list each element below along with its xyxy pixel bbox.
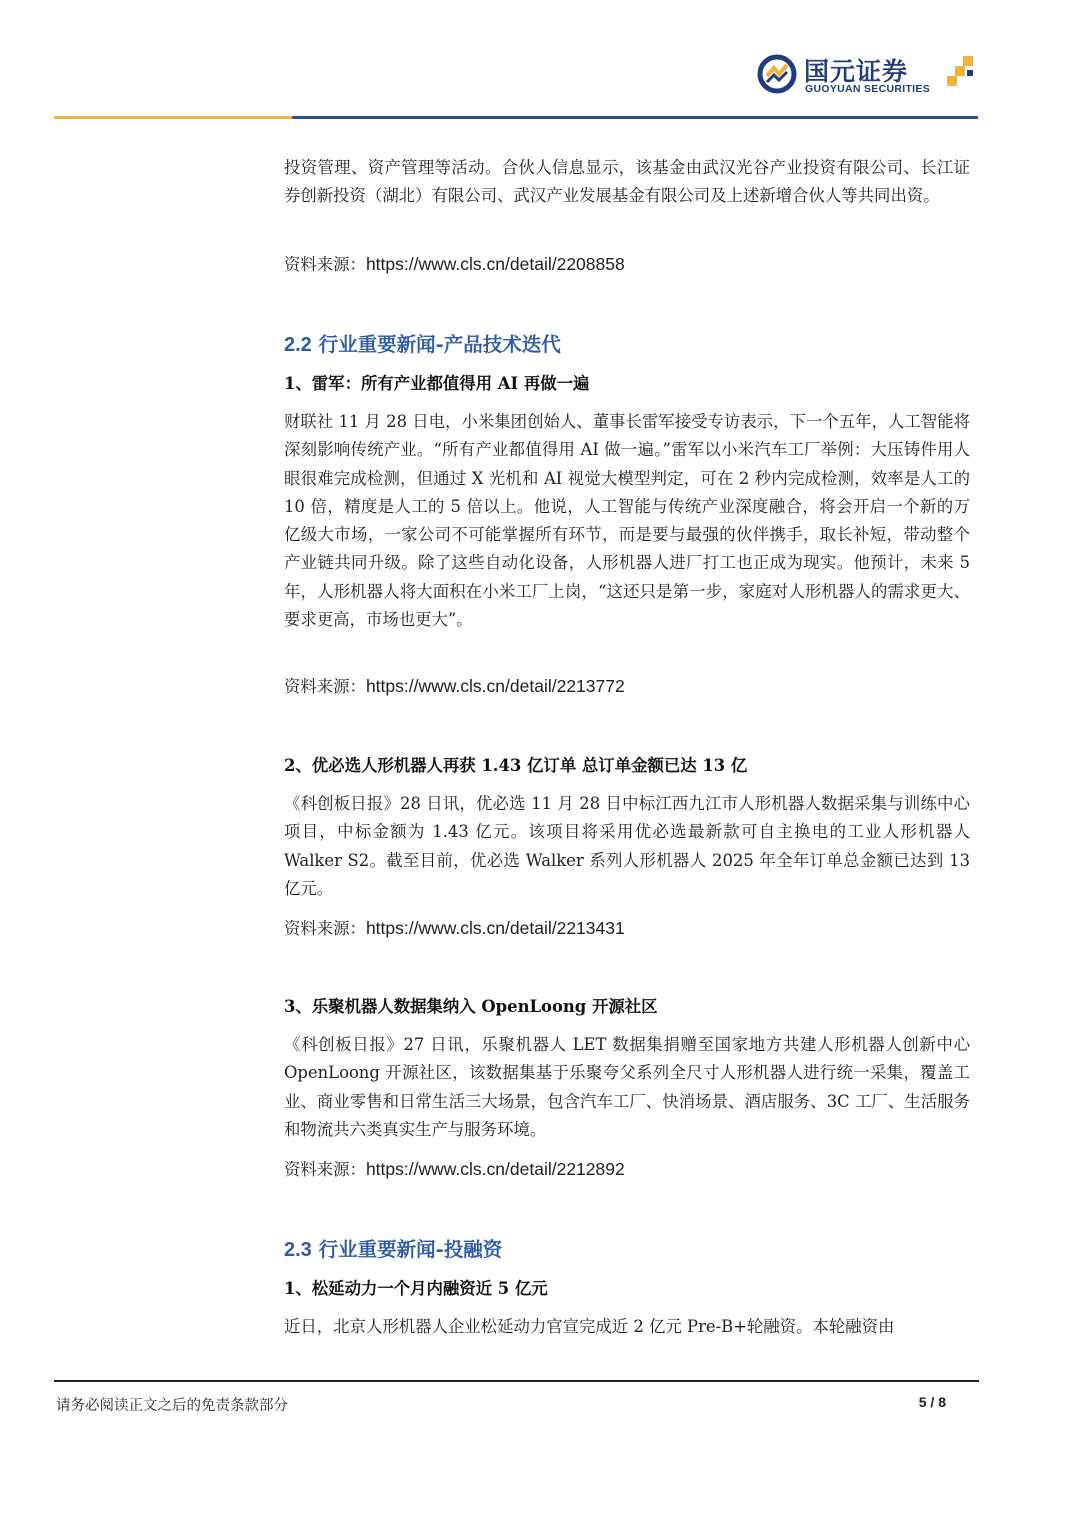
source-label: 资料来源： — [284, 1160, 366, 1179]
footer-divider — [54, 1380, 979, 1382]
logo-steps-icon — [945, 54, 977, 94]
news-item-1-body — [284, 408, 970, 634]
news-title: 1、雷军：所有产业都值得用 AI 再做一遍 — [284, 374, 590, 393]
finance-item-1-body — [284, 1313, 970, 1341]
news-title: 3、乐聚机器人数据集纳入 OpenLoong 开源社区 — [284, 997, 658, 1016]
news-item-3-body — [284, 1031, 970, 1144]
news-item-1-source — [284, 672, 970, 701]
source-label: 资料来源： — [284, 919, 366, 938]
source-link[interactable]: https://www.cls.cn/detail/2213431 — [365, 918, 625, 938]
finance-item-1-title — [284, 1275, 970, 1299]
intro-paragraph: 投资管理、资产管理等活动。合伙人信息显示，该基金由武汉光谷产业投资有限公司、长江证券创新投资（湖北）有限公司、武汉产业发展基金有限公司及上述新增合伙人等共同出资。 — [284, 158, 970, 206]
news-item-3-source — [284, 1155, 970, 1184]
source-link[interactable]: https://www.cls.cn/detail/2208858 — [365, 254, 625, 274]
intro-source — [284, 250, 970, 279]
logo-circle-icon — [757, 54, 797, 94]
news-item-2-source — [284, 914, 970, 943]
section-2-2-title — [284, 329, 970, 357]
news-title: 2、优必选人形机器人再获 1.43 亿订单 总订单金额已达 13 亿 — [284, 756, 748, 775]
guoyuan-logo — [757, 52, 979, 98]
news-item-2-title — [284, 752, 970, 776]
news-title: 1、松延动力一个月内融资近 5 亿元 — [284, 1279, 548, 1298]
section-number: 2.3 — [284, 1239, 312, 1261]
news-paragraph: 《科创板日报》27 日讯，乐聚机器人 LET 数据集捐赠至国家地方共建人形机器人创新中心 OpenLoong 开源社区，该数据集基于乐聚夸父系列全尺寸人形机器人进行统一采集，覆盖工业、商业零售和日常生活三大场景，包含汽车工厂、快消场景、酒店服务、3C 工厂、生活服务和物流共六类真实生产与服务环境。 — [284, 1035, 970, 1139]
news-paragraph: 近日，北京人形机器人企业松延动力官宣完成近 2 亿元 Pre-B+轮融资。本轮融资由 — [284, 1317, 895, 1336]
source-link[interactable]: https://www.cls.cn/detail/2213772 — [365, 676, 625, 696]
section-heading: 行业重要新闻-产品技术迭代 — [318, 333, 561, 356]
header-divider — [54, 116, 978, 119]
news-paragraph: 财联社 11 月 28 日电，小米集团创始人、董事长雷军接受专访表示，下一个五年，人工智能将深刻影响传统产业。“所有产业都值得用 AI 做一遍。”雷军以小米汽车工厂举例：大压铸件用人眼很难完成检测，但通过 X 光机和 AI 视觉大模型判定，可在 2 秒内完成检测，效率是人工的 10 倍，精度是人工的 5 倍以上。他说，人工智能与传统产业深度融合，将会开启一个新的万亿级大市场，一家公司不可能掌握所有环节，而是要与最强的伙伴携手，取长补短，带动整个产业链共同升级。除了这些自动化设备，人形机器人进厂打工也正成为现实。他预计，未来 5 年，人形机器人将大面积在小米工厂上岗，“这还只是第一步，家庭对人形机器人的需求更大、要求更高，市场也更大”。 — [284, 412, 970, 630]
brand-name-en: GUOYUAN SECURITIES — [805, 83, 930, 95]
news-item-3-title — [284, 993, 970, 1017]
header-divider-gold — [54, 116, 292, 119]
section-number: 2.2 — [284, 334, 312, 356]
page-number: 5 / 8 — [918, 1394, 946, 1410]
source-label: 资料来源： — [284, 255, 366, 274]
news-item-2-body — [284, 790, 970, 903]
section-2-3-title — [284, 1234, 970, 1262]
source-label: 资料来源： — [284, 677, 366, 696]
source-link[interactable]: https://www.cls.cn/detail/2212892 — [365, 1159, 625, 1179]
section-heading: 行业重要新闻-投融资 — [318, 1238, 503, 1261]
news-item-1-title — [284, 370, 970, 394]
news-paragraph: 《科创板日报》28 日讯，优必选 11 月 28 日中标江西九江市人形机器人数据采集与训练中心项目，中标金额为 1.43 亿元。该项目将采用优必选最新款可自主换电的工业人形机器人 Walker S2。截至目前，优必选 Walker 系列人形机器人 2025 年全年订单总金额已达到 13 亿元。 — [284, 794, 970, 898]
header-divider-blue — [292, 116, 978, 119]
footer-disclaimer: 请务必阅读正文之后的免责条款部分 — [56, 1398, 288, 1414]
intro-paragraph-block — [284, 154, 970, 211]
brand-name-cn: 国元证券 — [804, 57, 909, 86]
